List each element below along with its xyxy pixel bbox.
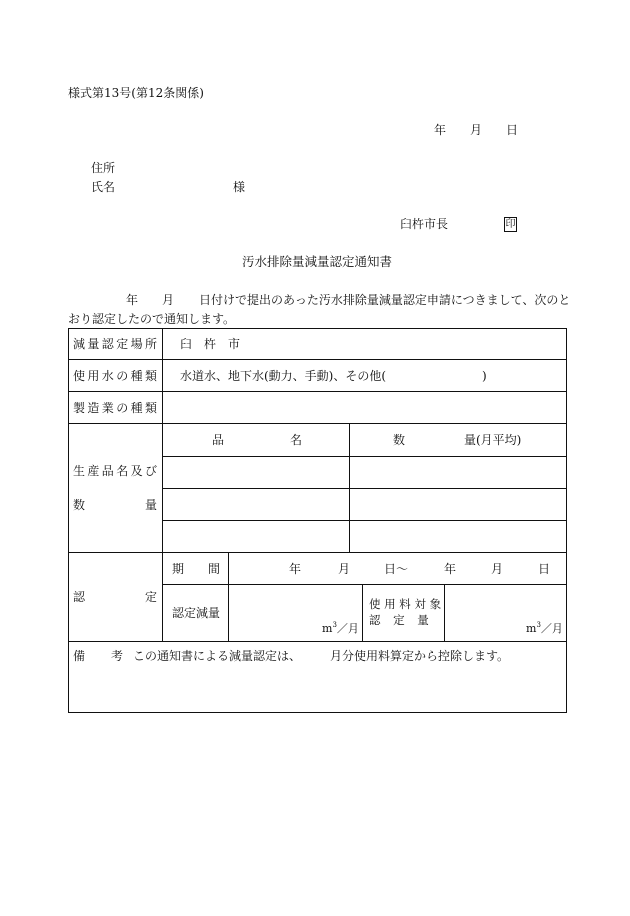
product-label-line1: 生産品名及び — [73, 464, 160, 478]
unit-exponent: 3 — [332, 621, 337, 629]
name-label: 氏名 — [91, 180, 116, 194]
quantity-header-b: 量(月平均) — [464, 433, 522, 447]
body-month: 月 — [162, 293, 175, 307]
industry-label: 製造業の種類 — [73, 401, 160, 415]
row-divider — [68, 552, 567, 553]
unit-exponent: 3 — [536, 621, 541, 629]
date-month: 月 — [470, 123, 483, 137]
row-divider — [68, 423, 567, 424]
water-type-value: 水道水、地下水(動力、手動)、その他( — [180, 369, 387, 383]
period-day-end: 日 — [538, 562, 551, 576]
remarks-text: この通知書による減量認定は、 — [133, 649, 302, 663]
reduction-unit — [322, 623, 359, 634]
address-label: 住所 — [91, 161, 116, 175]
cert-label-b: 定 — [145, 590, 158, 604]
honorific: 様 — [233, 180, 246, 194]
unit-base: m — [526, 622, 537, 635]
water-type-close: ) — [482, 369, 487, 383]
col-divider — [349, 423, 350, 552]
seal-mark: 印 — [505, 219, 516, 230]
body-year: 年 — [126, 293, 139, 307]
product-name-header-b: 名 — [290, 433, 303, 447]
row-divider — [68, 641, 567, 642]
remarks-text-tail: 月分使用料算定から控除します。 — [330, 649, 510, 663]
quantity-header-a: 数 — [393, 433, 406, 447]
place-value: 臼 杵 市 — [180, 337, 241, 351]
row-divider — [162, 456, 567, 457]
billing-label-line2: 認 定 量 — [369, 613, 430, 627]
billing-label-line1: 使 用 料 対 象 — [369, 597, 442, 611]
body-line2: おり認定したので通知します。 — [68, 312, 236, 326]
row-divider — [162, 520, 567, 521]
form-number: 様式第13号(第12条関係) — [68, 86, 204, 100]
row-divider — [68, 359, 567, 360]
billing-unit — [526, 623, 563, 634]
unit-base: m — [322, 622, 333, 635]
period-label: 期 間 — [172, 562, 221, 576]
row-divider — [162, 584, 567, 585]
document-title: 汚水排除量減量認定通知書 — [242, 254, 393, 269]
col-divider — [228, 552, 229, 641]
remarks-label-b: 考 — [111, 649, 124, 663]
col-divider — [162, 328, 163, 641]
period-month-end: 月 — [491, 562, 504, 576]
date-year: 年 — [434, 123, 447, 137]
body-line1: 日付けで提出のあった汚水排除量減量認定申請につきまして、次のと — [199, 293, 571, 307]
cert-label-a: 認 — [73, 590, 86, 604]
remarks-label-a: 備 — [73, 649, 86, 663]
product-name-header-a: 品 — [212, 433, 225, 447]
period-month-start: 月 — [338, 562, 351, 576]
date-day: 日 — [506, 123, 519, 137]
place-label: 減量認定場所 — [73, 337, 160, 351]
water-type-label: 使用水の種類 — [73, 369, 160, 383]
period-year-start: 年 — [289, 562, 302, 576]
product-label-quantity-b: 量 — [145, 498, 158, 512]
row-divider — [162, 488, 567, 489]
col-divider — [362, 584, 363, 641]
row-divider — [68, 391, 567, 392]
unit-tail: ／月 — [336, 622, 359, 635]
period-day-start: 日～ — [384, 562, 409, 576]
product-label-quantity-a: 数 — [73, 498, 86, 512]
col-divider — [444, 584, 445, 641]
reduction-label: 認定減量 — [172, 606, 221, 620]
issuer-title: 臼杵市長 — [400, 217, 449, 231]
unit-tail: ／月 — [540, 622, 563, 635]
period-year-end: 年 — [444, 562, 457, 576]
